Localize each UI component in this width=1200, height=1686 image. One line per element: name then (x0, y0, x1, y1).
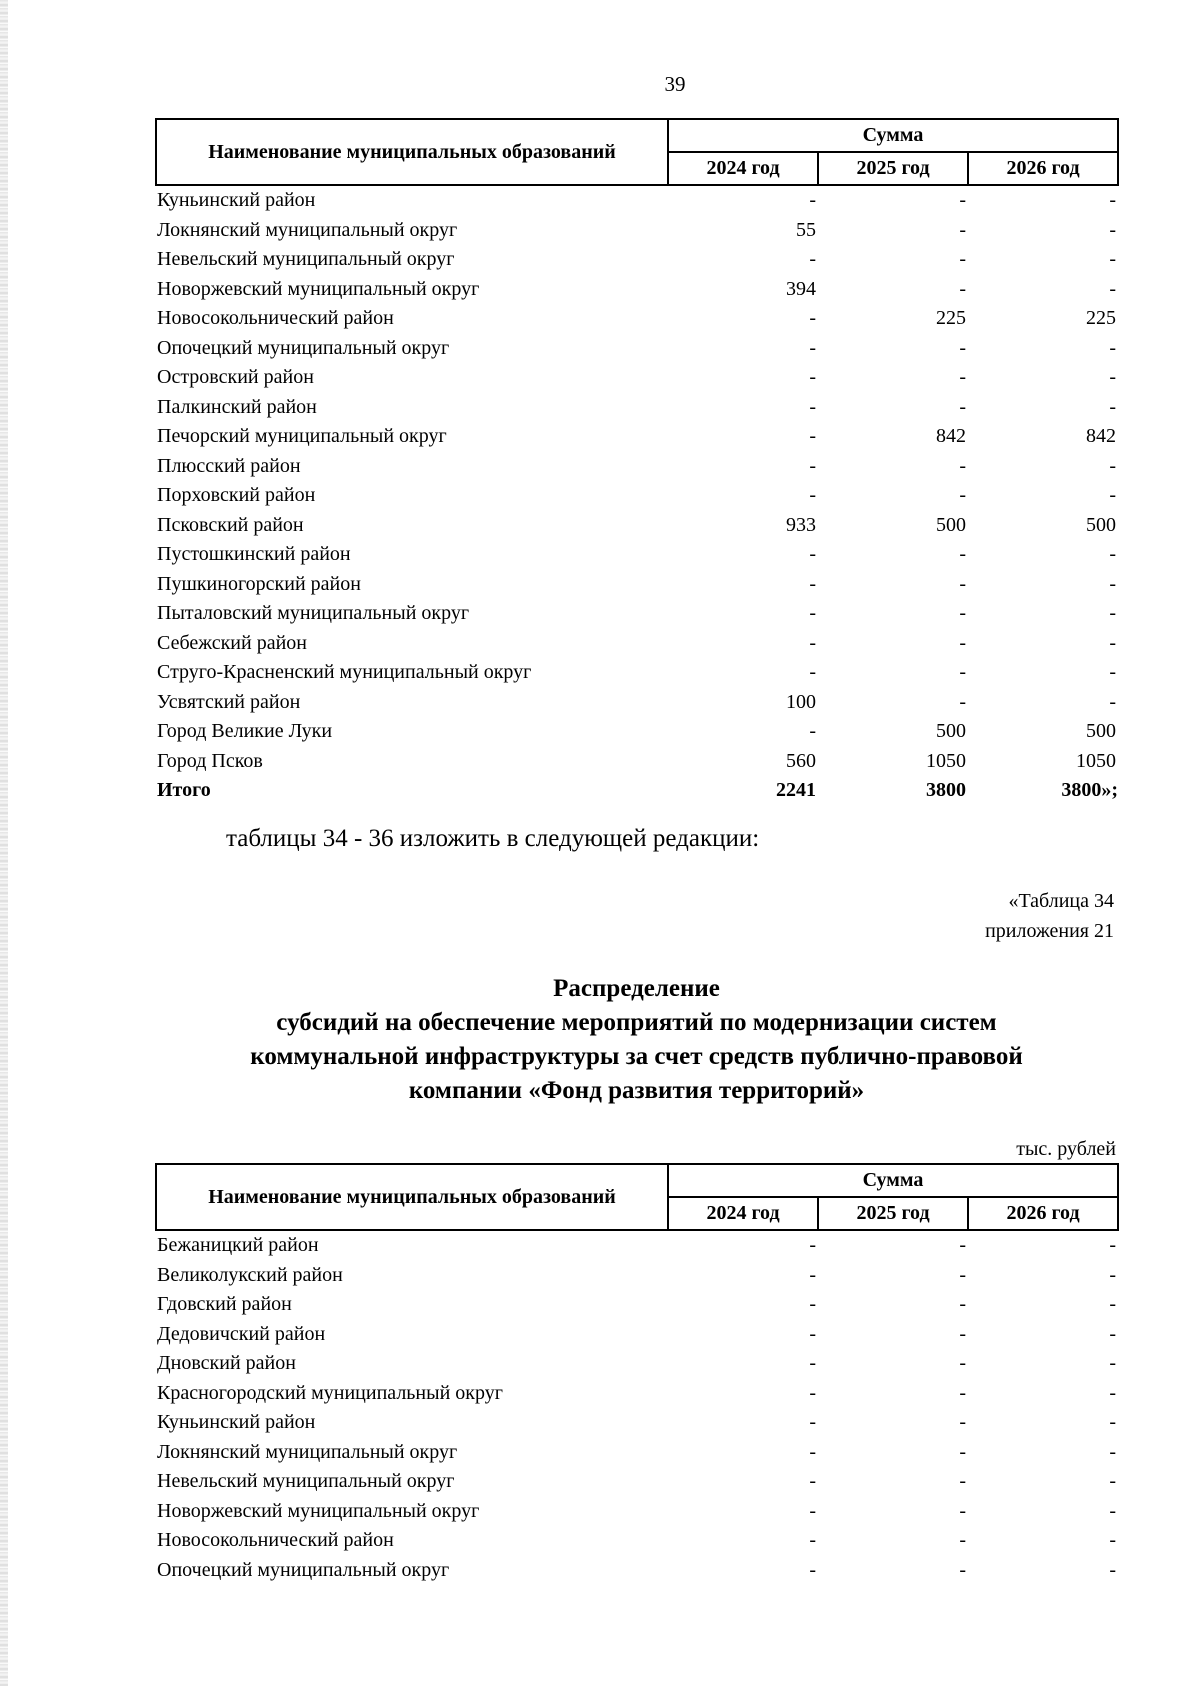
cell-2024: - (809, 543, 816, 566)
row-name: Красногородский муниципальный округ (157, 1381, 503, 1404)
cell-2026: - (1109, 1293, 1117, 1316)
cell-2024: - (809, 1499, 816, 1522)
cell-2025: - (959, 1470, 966, 1493)
row-name: Дедовичский район (157, 1322, 326, 1345)
cell-2025: - (959, 277, 966, 300)
cell-2024: - (809, 1352, 816, 1375)
table-row (156, 1349, 1118, 1379)
cell-2025: 500 (936, 720, 966, 743)
cell-2025: - (959, 366, 966, 389)
table-row (156, 275, 1118, 305)
table-row (156, 216, 1118, 246)
cell-2025: 842 (936, 425, 966, 448)
row-name: Усвятский район (157, 690, 301, 713)
cell-2024: - (809, 1411, 816, 1434)
table-34-grid (155, 1163, 1119, 1585)
cell-2024: - (809, 1263, 816, 1286)
cell-2024: 55 (796, 218, 816, 241)
cell-2026: - (1109, 336, 1117, 359)
row-name: Опочецкий муниципальный округ (157, 336, 450, 359)
cell-2024: - (809, 661, 816, 684)
cell-2024: - (809, 484, 816, 507)
table-row (156, 185, 1118, 216)
total-label: Итого (157, 779, 211, 802)
cell-2026: - (1109, 602, 1117, 625)
cell-2024: - (809, 572, 816, 595)
previous-table (155, 118, 1118, 806)
table-number: «Таблица 34 (1008, 890, 1114, 912)
cell-2025: - (959, 631, 966, 654)
table-row (156, 393, 1118, 423)
row-name: Опочецкий муниципальный округ (157, 1558, 450, 1581)
table-row (156, 570, 1118, 600)
cell-2024: - (809, 1440, 816, 1463)
cell-2024: - (809, 425, 816, 448)
row-name: Невельский муниципальный округ (157, 248, 455, 271)
header-year-2025: 2025 год (818, 1197, 968, 1230)
cell-2026: - (1109, 1352, 1117, 1375)
cell-2024: - (809, 454, 816, 477)
cell-2025: - (959, 189, 966, 212)
cell-2025: - (959, 1263, 966, 1286)
header-year-2026: 2026 год (968, 1197, 1118, 1230)
header-sum-group: Сумма (668, 1164, 1118, 1197)
table-row (156, 1408, 1118, 1438)
cell-2025: - (959, 1322, 966, 1345)
table-34 (155, 1163, 1118, 1585)
cell-2025: 225 (936, 307, 966, 330)
table-row (156, 1556, 1118, 1586)
cell-2026: - (1109, 395, 1117, 418)
cell-2025: - (959, 661, 966, 684)
row-name: Островский район (157, 366, 314, 389)
cell-2025: - (959, 602, 966, 625)
row-name: Куньинский район (157, 1411, 316, 1434)
cell-2024: - (809, 189, 816, 212)
table-row (156, 1379, 1118, 1409)
row-name: Пустошкинский район (157, 543, 351, 566)
cell-2025: - (959, 218, 966, 241)
cell-2025: - (959, 454, 966, 477)
header-name-column: Наименование муниципальных образований (156, 119, 668, 185)
row-name: Печорский муниципальный округ (157, 425, 447, 448)
cell-2026: 842 (1086, 425, 1117, 448)
total-row (156, 776, 1118, 806)
previous-table-grid (155, 118, 1119, 806)
cell-2026: - (1109, 277, 1117, 300)
row-name: Себежский район (157, 631, 307, 654)
cell-2024: - (809, 1558, 816, 1581)
cell-2025: - (959, 1381, 966, 1404)
cell-2026: 500 (1086, 513, 1117, 536)
table-row (156, 511, 1118, 541)
cell-2025: - (959, 572, 966, 595)
table-row (156, 688, 1118, 718)
units-label: тыс. рублей (1016, 1138, 1116, 1160)
row-name: Локнянский муниципальный округ (157, 1440, 458, 1463)
table-row (156, 747, 1118, 777)
row-name: Новоржевский муниципальный округ (157, 1499, 480, 1522)
header-year-2026: 2026 год (968, 152, 1118, 185)
table-row (156, 540, 1118, 570)
appendix-number: приложения 21 (985, 920, 1114, 942)
row-name: Город Псков (157, 749, 263, 772)
row-name: Бежаницкий район (157, 1234, 319, 1257)
amendment-instruction: таблицы 34 - 36 изложить в следующей редакции: (226, 825, 760, 852)
cell-2025: - (959, 1411, 966, 1434)
cell-2024: 100 (786, 690, 816, 713)
cell-2026: - (1109, 454, 1117, 477)
cell-2025: - (959, 248, 966, 271)
header-year-2025: 2025 год (818, 152, 968, 185)
cell-2024: 933 (786, 513, 816, 536)
row-name: Псковский район (157, 513, 304, 536)
table-row (156, 1497, 1118, 1527)
cell-2025: 500 (936, 513, 966, 536)
cell-2026: - (1109, 543, 1117, 566)
table-title (155, 972, 1118, 1108)
cell-2026: - (1109, 218, 1117, 241)
cell-2024: 394 (786, 277, 816, 300)
cell-2026: - (1109, 572, 1117, 595)
row-name: Палкинский район (157, 395, 317, 418)
cell-2025: - (959, 484, 966, 507)
table-row (156, 1438, 1118, 1468)
cell-2024: - (809, 720, 816, 743)
cell-2026: - (1109, 1411, 1117, 1434)
cell-2025: - (959, 336, 966, 359)
row-name: Невельский муниципальный округ (157, 1470, 455, 1493)
cell-2026: - (1109, 1440, 1117, 1463)
cell-2024: - (809, 248, 816, 271)
cell-2024: - (809, 1322, 816, 1345)
cell-2025: - (959, 395, 966, 418)
cell-2024: 560 (786, 749, 816, 772)
cell-2026: - (1109, 1529, 1117, 1552)
table-row (156, 717, 1118, 747)
cell-2024: - (809, 1470, 816, 1493)
table-row (156, 1467, 1118, 1497)
cell-2024: - (809, 1293, 816, 1316)
cell-2026: 1050 (1076, 749, 1117, 772)
cell-2026: - (1109, 1381, 1117, 1404)
cell-2024: - (809, 307, 816, 330)
cell-2025: - (959, 1440, 966, 1463)
header-name-column: Наименование муниципальных образований (156, 1164, 668, 1230)
cell-2025: - (959, 690, 966, 713)
table-row (156, 599, 1118, 629)
row-name: Гдовский район (157, 1293, 292, 1316)
table-row (156, 422, 1118, 452)
table-row (156, 481, 1118, 511)
row-name: Великолукский район (157, 1263, 343, 1286)
cell-2024: - (809, 336, 816, 359)
cell-2026: - (1109, 690, 1117, 713)
table-row (156, 245, 1118, 275)
cell-2026: 225 (1086, 307, 1117, 330)
cell-2026: - (1109, 1470, 1117, 1493)
cell-2024: - (809, 1234, 816, 1257)
table-row (156, 1320, 1118, 1350)
cell-2026: - (1109, 484, 1117, 507)
cell-2026: 500 (1086, 720, 1117, 743)
cell-2026: - (1109, 248, 1117, 271)
title-line-3: коммунальной инфраструктуры за счет средств публично-правовой (250, 1043, 1023, 1070)
cell-2024: - (809, 395, 816, 418)
cell-2026: - (1109, 1234, 1117, 1257)
cell-2025: - (959, 1558, 966, 1581)
row-name: Струго-Красненский муниципальный округ (157, 661, 532, 684)
row-name: Локнянский муниципальный округ (157, 218, 458, 241)
title-line-4: компании «Фонд развития территорий» (408, 1077, 865, 1104)
row-name: Новосокольнический район (157, 1529, 394, 1552)
row-name: Пушкиногорский район (157, 572, 361, 595)
cell-2025: - (959, 543, 966, 566)
header-year-2024: 2024 год (668, 1197, 818, 1230)
cell-2025: - (959, 1234, 966, 1257)
total-2025: 3800 (926, 779, 966, 802)
cell-2024: - (809, 631, 816, 654)
row-name: Новосокольнический район (157, 307, 394, 330)
table-row (156, 334, 1118, 364)
cell-2024: - (809, 1381, 816, 1404)
header-sum-group: Сумма (668, 119, 1118, 152)
cell-2025: - (959, 1352, 966, 1375)
table-row (156, 1261, 1118, 1291)
cell-2024: - (809, 366, 816, 389)
cell-2025: - (959, 1499, 966, 1522)
cell-2026: - (1109, 1322, 1117, 1345)
row-name: Город Великие Луки (157, 720, 333, 743)
cell-2025: - (959, 1529, 966, 1552)
table-row (156, 304, 1118, 334)
table-row (156, 1290, 1118, 1320)
table-row (156, 1526, 1118, 1556)
total-2024: 2241 (776, 779, 816, 802)
cell-2026: - (1109, 631, 1117, 654)
cell-2024: - (809, 1529, 816, 1552)
table-row (156, 363, 1118, 393)
cell-2026: - (1109, 661, 1117, 684)
row-name: Дновский район (157, 1352, 296, 1375)
table-row (156, 452, 1118, 482)
row-name: Пыталовский муниципальный округ (157, 602, 470, 625)
total-2026: 3800»; (1061, 779, 1119, 802)
table-row (156, 629, 1118, 659)
scan-edge-artifact (0, 0, 8, 1686)
table-row (156, 658, 1118, 688)
header-year-2024: 2024 год (668, 152, 818, 185)
title-line-1: Распределение (553, 975, 720, 1002)
cell-2026: - (1109, 1263, 1117, 1286)
table-reference (985, 886, 1114, 946)
title-line-2: субсидий на обеспечение мероприятий по модернизации систем (276, 1009, 997, 1036)
cell-2025: - (959, 1293, 966, 1316)
cell-2026: - (1109, 1558, 1117, 1581)
cell-2025: 1050 (926, 749, 966, 772)
table-row (156, 1230, 1118, 1261)
row-name: Куньинский район (157, 189, 316, 212)
cell-2026: - (1109, 189, 1117, 212)
row-name: Новоржевский муниципальный округ (157, 277, 480, 300)
row-name: Порховский район (157, 484, 316, 507)
cell-2026: - (1109, 1499, 1117, 1522)
cell-2026: - (1109, 366, 1117, 389)
cell-2024: - (809, 602, 816, 625)
page-number: 39 (664, 72, 686, 96)
row-name: Плюсский район (157, 454, 301, 477)
